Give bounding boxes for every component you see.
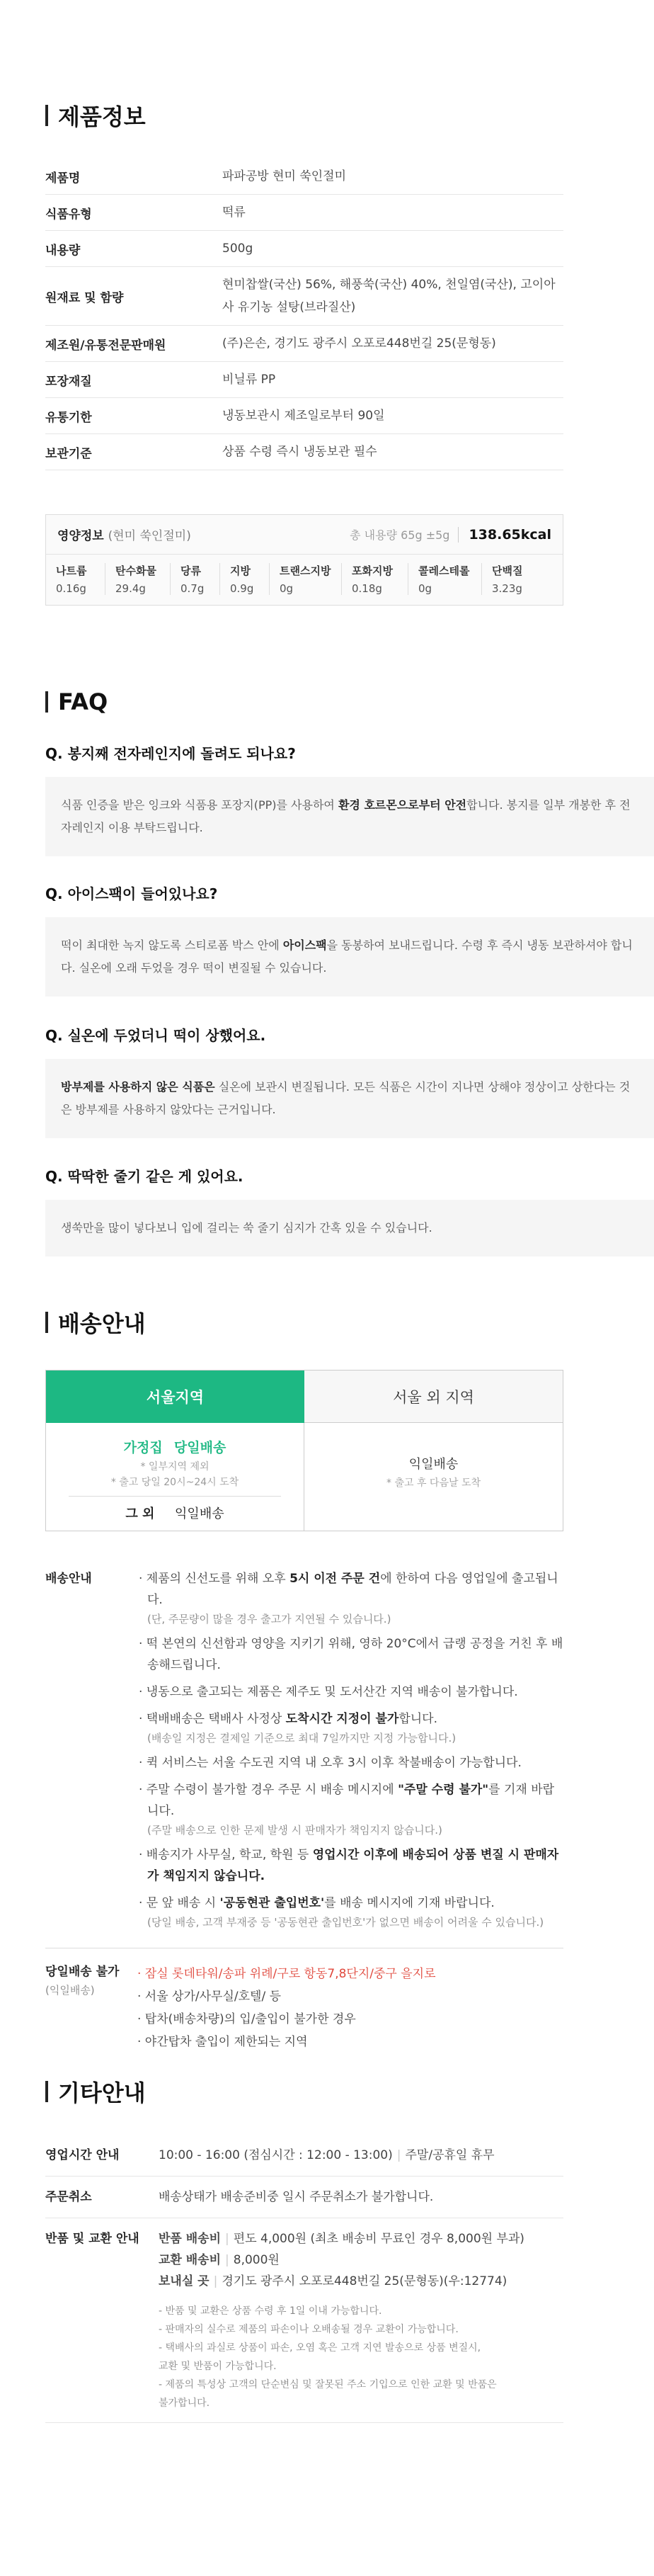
shipping-note-bold: 5시 이전 주문 건 <box>289 1572 381 1586</box>
nutrition-cell-value: 0g <box>418 582 432 595</box>
shipping-note <box>137 1779 563 1839</box>
nutrition-label: 영양정보 <box>57 529 104 543</box>
heading-bar <box>45 2081 48 2102</box>
return-note: - 제품의 특성상 고객의 단순변심 및 잘못된 주소 기입으로 인한 교환 및 반품은 <box>159 2379 497 2390</box>
faq-answer-bold: 아이스팩 <box>282 938 327 952</box>
shipping-heading <box>45 1306 609 1339</box>
shipping-note <box>137 1844 563 1887</box>
return-note: - 반품 및 교환은 상품 수령 후 1일 이내 가능합니다. <box>159 2305 382 2317</box>
heading-bar <box>45 691 48 713</box>
info-row-value: 파파공방 현미 쑥인절미 <box>222 169 347 183</box>
seoul-panel <box>46 1423 304 1531</box>
exchange-fee-label: 교환 배송비 <box>159 2253 222 2267</box>
product-info-heading <box>45 99 609 132</box>
shipping-note-sub: (단, 주문량이 많을 경우 출고가 지연될 수 있습니다.) <box>147 1613 391 1625</box>
etc-heading <box>45 2075 609 2108</box>
shipping-section <box>0 1306 609 2053</box>
divider: | <box>213 2274 218 2288</box>
shipping-note-sub: (당일 배송, 고객 부재중 등 '공동현관 출입번호'가 없으면 배송이 어려울 수 있습니다.) <box>147 1916 544 1929</box>
info-row-label: 식품유형 <box>45 207 92 222</box>
return-fee-label: 반품 배송비 <box>159 2232 222 2246</box>
divider: | <box>225 2253 229 2267</box>
info-row-label: 제품명 <box>45 171 81 186</box>
nutrition-product: (현미 쑥인절미) <box>108 529 191 543</box>
seoul-same-day <box>46 1437 304 1456</box>
info-row-label: 유통기한 <box>45 410 92 425</box>
same-day-unavailable-item: · 잠실 롯데타워/송파 위례/구로 항동7,8단지/중구 을지로 <box>137 1967 436 1981</box>
shipping-note <box>137 1893 563 1931</box>
nutrition-cell-value: 0.9g <box>230 582 254 595</box>
nutrition-cell-label: 포화지방 <box>352 564 393 577</box>
shipping-note-text: · 문 앞 배송 시 <box>139 1896 220 1910</box>
shipping-note-text: · 떡 본연의 신선함과 영양을 지키기 위해, 영하 20°C에서 급랭 공정을 거친 후 배송해드립니다. <box>139 1637 563 1672</box>
nutrition-header <box>46 515 563 555</box>
nutrition-cell <box>171 563 220 595</box>
return-fee-value: 편도 4,000원 (최초 배송비 무료인 경우 8,000원 부과) <box>233 2232 524 2246</box>
shipping-note-text: 에 한하여 다음 영업일에 출고됩니다. <box>147 1572 558 1607</box>
nutrition-cell <box>105 563 171 595</box>
shipping-note-text: · 택배배송은 택배사 사정상 <box>139 1712 286 1726</box>
shipping-note-text: 를 기재 바랍니다. <box>147 1783 555 1818</box>
info-row-value: 500g <box>222 242 253 256</box>
shipping-note-text: · 주말 수령이 불가할 경우 주문 시 배송 메시지에 <box>139 1783 398 1797</box>
info-row <box>45 195 563 231</box>
same-day-unavailable-list <box>137 1963 563 2053</box>
exchange-fee-value: 8,000원 <box>233 2253 280 2267</box>
heading-bar <box>45 1312 48 1333</box>
return-notes <box>159 2302 563 2412</box>
shipping-note-text: · 제품의 신선도를 위해 오후 <box>139 1572 290 1586</box>
nutrition-cell-label: 트랜스지방 <box>280 564 331 577</box>
faq-answer-text: 실온에 보관시 변질됩니다. 모든 식품은 시간이 지나면 상해야 정상이고 상한다는 것은 방부제를 사용하지 않았다는 근거입니다. <box>61 1080 631 1116</box>
faq-item <box>45 883 654 997</box>
shipping-note-text: · 배송지가 사무실, 학교, 학원 등 <box>139 1848 313 1862</box>
return-fee <box>159 2228 563 2249</box>
faq-item <box>45 1024 654 1138</box>
other-note: * 출고 후 다음날 도착 <box>386 1477 481 1489</box>
return-note: 불가합니다. <box>159 2398 210 2409</box>
shipping-note-bold: "주말 수령 불가" <box>398 1783 489 1797</box>
nutrition-cell-value: 0.18g <box>352 582 382 595</box>
same-day-unavailable-item: · 탑차(배송차량)의 입/출입이 불가한 경우 <box>137 2012 356 2026</box>
nutrition-cell-label: 콜레스테롤 <box>418 564 470 577</box>
shipping-note <box>137 1752 563 1774</box>
business-hours-value <box>159 2145 563 2166</box>
nutrition-title <box>57 526 191 543</box>
product-info-section <box>0 99 609 606</box>
other-main: 익일배송 <box>408 1457 459 1472</box>
etc-table <box>45 2135 563 2423</box>
nutrition-cell <box>46 563 105 595</box>
faq-answer-text: 을 동봉하여 보내드립니다. 수령 후 즉시 냉동 보관하셔야 합니다. 실온에 오래 두었을 경우 떡이 변질될 수 있습니다. <box>61 938 633 975</box>
seoul-etc-value: 익일배송 <box>175 1507 224 1521</box>
heading-bar <box>45 105 48 126</box>
faq-question: Q. 실온에 두었더니 떡이 상했어요. <box>45 1027 266 1044</box>
info-row <box>45 231 563 267</box>
cancel-label: 주문취소 <box>45 2190 92 2204</box>
nutrition-total: 총 내용량 65g ±5g <box>350 528 450 542</box>
shipping-note <box>137 1633 563 1676</box>
info-row-label: 보관기준 <box>45 446 92 461</box>
cancel-value: 배송상태가 배송준비중 일시 주문취소가 불가합니다. <box>159 2190 434 2204</box>
cancel-row <box>45 2177 563 2218</box>
dawn-sub-label: (익일배송) <box>45 1984 95 1997</box>
divider: | <box>396 2148 401 2162</box>
faq-answer-text: 합니다. 봉지를 일부 개봉한 후 전자레인지 이용 부탁드립니다. <box>61 798 631 834</box>
home-label: 가정집 <box>123 1440 163 1456</box>
shipping-notes-list <box>137 1568 563 1936</box>
seoul-etc-label: 그 외 <box>125 1507 155 1521</box>
info-row <box>45 159 563 195</box>
nutrition-cell-value: 0.7g <box>180 582 205 595</box>
same-day-unavailable-item: · 서울 상가/사무실/호텔/ 등 <box>137 1990 282 2004</box>
faq-answer-bold: 환경 호르몬으로부터 안전 <box>338 798 467 812</box>
shipping-notes-label: 배송안내 <box>45 1572 92 1586</box>
faq-question: Q. 봉지째 전자레인지에 돌려도 되나요? <box>45 745 296 762</box>
nutrition-cell-label: 나트륨 <box>56 564 87 577</box>
hours-text: 10:00 - 16:00 (점심시간 : 12:00 - 13:00) <box>159 2148 393 2162</box>
nutrition-cell <box>408 563 482 595</box>
return-value <box>159 2228 563 2412</box>
nutrition-cell-label: 당류 <box>180 564 201 577</box>
return-row <box>45 2218 563 2423</box>
faq-answer <box>45 917 654 997</box>
shipping-title: 배송안내 <box>58 1310 146 1337</box>
shipping-notes <box>45 1568 563 1936</box>
same-day-label: 당일배송 <box>173 1440 226 1456</box>
faq-question: Q. 아이스팩이 들어있나요? <box>45 885 218 902</box>
info-row-value: 현미찹쌀(국산) 56%, 해풍쑥(국산) 40%, 천일염(국산), 고이아사 유기농 설탕(브라질산) <box>222 278 556 314</box>
faq-answer-text: 식품 인증을 받은 잉크와 식품용 포장지(PP)를 사용하여 <box>61 798 338 812</box>
nutrition-kcal: 138.65kcal <box>458 527 551 543</box>
shipping-note <box>137 1568 563 1628</box>
info-row-value: 상품 수령 즉시 냉동보관 필수 <box>222 445 377 459</box>
nutrition-box <box>45 514 563 606</box>
return-label: 반품 및 교환 안내 <box>45 2232 139 2246</box>
shipping-note <box>137 1708 563 1747</box>
nutrition-cell-label: 지방 <box>230 564 251 577</box>
tab-seoul[interactable]: 서울지역 <box>46 1371 304 1423</box>
return-note: - 택배사의 과실로 상품이 파손, 오염 혹은 고객 지연 발송으로 상품 변질시, <box>159 2342 481 2354</box>
shipping-note-text: 를 배송 메시지에 기재 바랍니다. <box>324 1896 495 1910</box>
info-row <box>45 398 563 434</box>
faq-answer-bold: 방부제를 사용하지 않은 식품은 <box>61 1080 215 1094</box>
business-hours-label: 영업시간 안내 <box>45 2148 120 2162</box>
exchange-fee <box>159 2249 563 2271</box>
nutrition-cell <box>342 563 408 595</box>
return-address-value: 경기도 광주시 오포로448번길 25(문형동)(우:12774) <box>222 2274 507 2288</box>
return-address-label: 보내실 곳 <box>159 2274 210 2288</box>
shipping-note-sub: (배송일 지정은 결제일 기준으로 최대 7일까지만 지정 가능합니다.) <box>147 1732 457 1744</box>
tab-other-region[interactable]: 서울 외 지역 <box>304 1371 563 1423</box>
info-row-value: (주)은손, 경기도 광주시 오포로448번길 25(문형동) <box>222 336 496 351</box>
shipping-note-text: 합니다. <box>398 1712 437 1726</box>
nutrition-cell-value: 29.4g <box>115 582 146 595</box>
shipping-note-sub: (주말 배송으로 인한 문제 발생 시 판매자가 책임지지 않습니다.) <box>147 1824 442 1837</box>
faq-item <box>45 742 654 856</box>
shipping-note-bold: 도착시간 지정이 불가 <box>285 1712 399 1726</box>
faq-question: Q. 딱딱한 줄기 같은 게 있어요. <box>45 1168 243 1185</box>
nutrition-cell-value: 3.23g <box>492 582 522 595</box>
etc-section <box>0 2075 609 2423</box>
shipping-note-text: · 퀵 서비스는 서울 수도권 지역 내 오후 3시 이후 착불배송이 가능합니다. <box>139 1756 522 1770</box>
return-address <box>159 2271 563 2292</box>
shipping-note <box>137 1681 563 1703</box>
info-row <box>45 267 563 326</box>
faq-answer <box>45 777 654 856</box>
nutrition-total-wrap <box>350 526 551 543</box>
dawn-label: 당일배송 불가 <box>45 1965 120 1979</box>
seoul-note-1: * 일부지역 제외 <box>140 1461 210 1473</box>
seoul-etc <box>69 1496 281 1522</box>
product-info-table <box>45 159 563 470</box>
nutrition-cell-label: 단백질 <box>492 564 523 577</box>
product-info-title: 제품정보 <box>58 103 146 130</box>
info-row-value: 비닐류 PP <box>222 373 276 387</box>
same-day-unavailable-label <box>45 1963 137 2053</box>
faq-item <box>45 1165 654 1256</box>
info-row <box>45 326 563 362</box>
info-row <box>45 434 563 470</box>
info-row-label: 제조원/유통전문판매원 <box>45 338 166 353</box>
faq-answer <box>45 1200 654 1256</box>
info-row-label: 포장재질 <box>45 374 92 389</box>
faq-answer-text: 생쑥만을 많이 넣다보니 입에 걸리는 쑥 줄기 심지가 간혹 있을 수 있습니다. <box>61 1221 432 1235</box>
shipping-note-text: · 냉동으로 출고되는 제품은 제주도 및 도서산간 지역 배송이 불가합니다. <box>139 1685 518 1699</box>
divider: | <box>225 2232 229 2246</box>
info-row-label: 내용량 <box>45 243 81 258</box>
etc-title: 기타안내 <box>58 2079 146 2106</box>
same-day-unavailable <box>45 1948 563 2053</box>
nutrition-cell <box>270 563 342 595</box>
info-row <box>45 362 563 398</box>
return-note: 교환 및 반품이 가능합니다. <box>159 2361 277 2372</box>
shipping-region-table <box>45 1370 563 1531</box>
nutrition-cells <box>46 555 563 605</box>
faq-heading <box>45 688 609 715</box>
shipping-note-bold: '공동현관 출입번호' <box>219 1896 325 1910</box>
nutrition-cell-value: 0.16g <box>56 582 86 595</box>
nutrition-cell <box>220 563 270 595</box>
return-note: - 판매자의 실수로 제품의 파손이나 오배송될 경우 교환이 가능합니다. <box>159 2324 459 2335</box>
business-hours-row <box>45 2135 563 2177</box>
nutrition-cell <box>482 563 546 595</box>
holiday-text: 주말/공휴일 휴무 <box>405 2148 495 2162</box>
info-row-value: 냉동보관시 제조일로부터 90일 <box>222 409 385 423</box>
faq-answer-text: 떡이 최대한 녹지 않도록 스티로폼 박스 안에 <box>61 938 283 952</box>
nutrition-cell-label: 탄수화물 <box>115 564 156 577</box>
faq-section <box>0 688 609 715</box>
same-day-unavailable-item: · 야간탑차 출입이 제한되는 지역 <box>137 2035 308 2049</box>
shipping-note-bold: 영업시간 이후에 배송되어 상품 변질 시 판매자가 책임지지 않습니다. <box>147 1848 559 1883</box>
nutrition-cell-value: 0g <box>280 582 294 595</box>
info-row-value: 떡류 <box>222 205 246 220</box>
faq-title: FAQ <box>58 688 108 715</box>
info-row-label: 원재료 및 함량 <box>45 290 124 305</box>
faq-answer <box>45 1059 654 1138</box>
other-region-panel <box>304 1423 563 1531</box>
seoul-note-2: * 출고 당일 20시~24시 도착 <box>110 1477 239 1488</box>
